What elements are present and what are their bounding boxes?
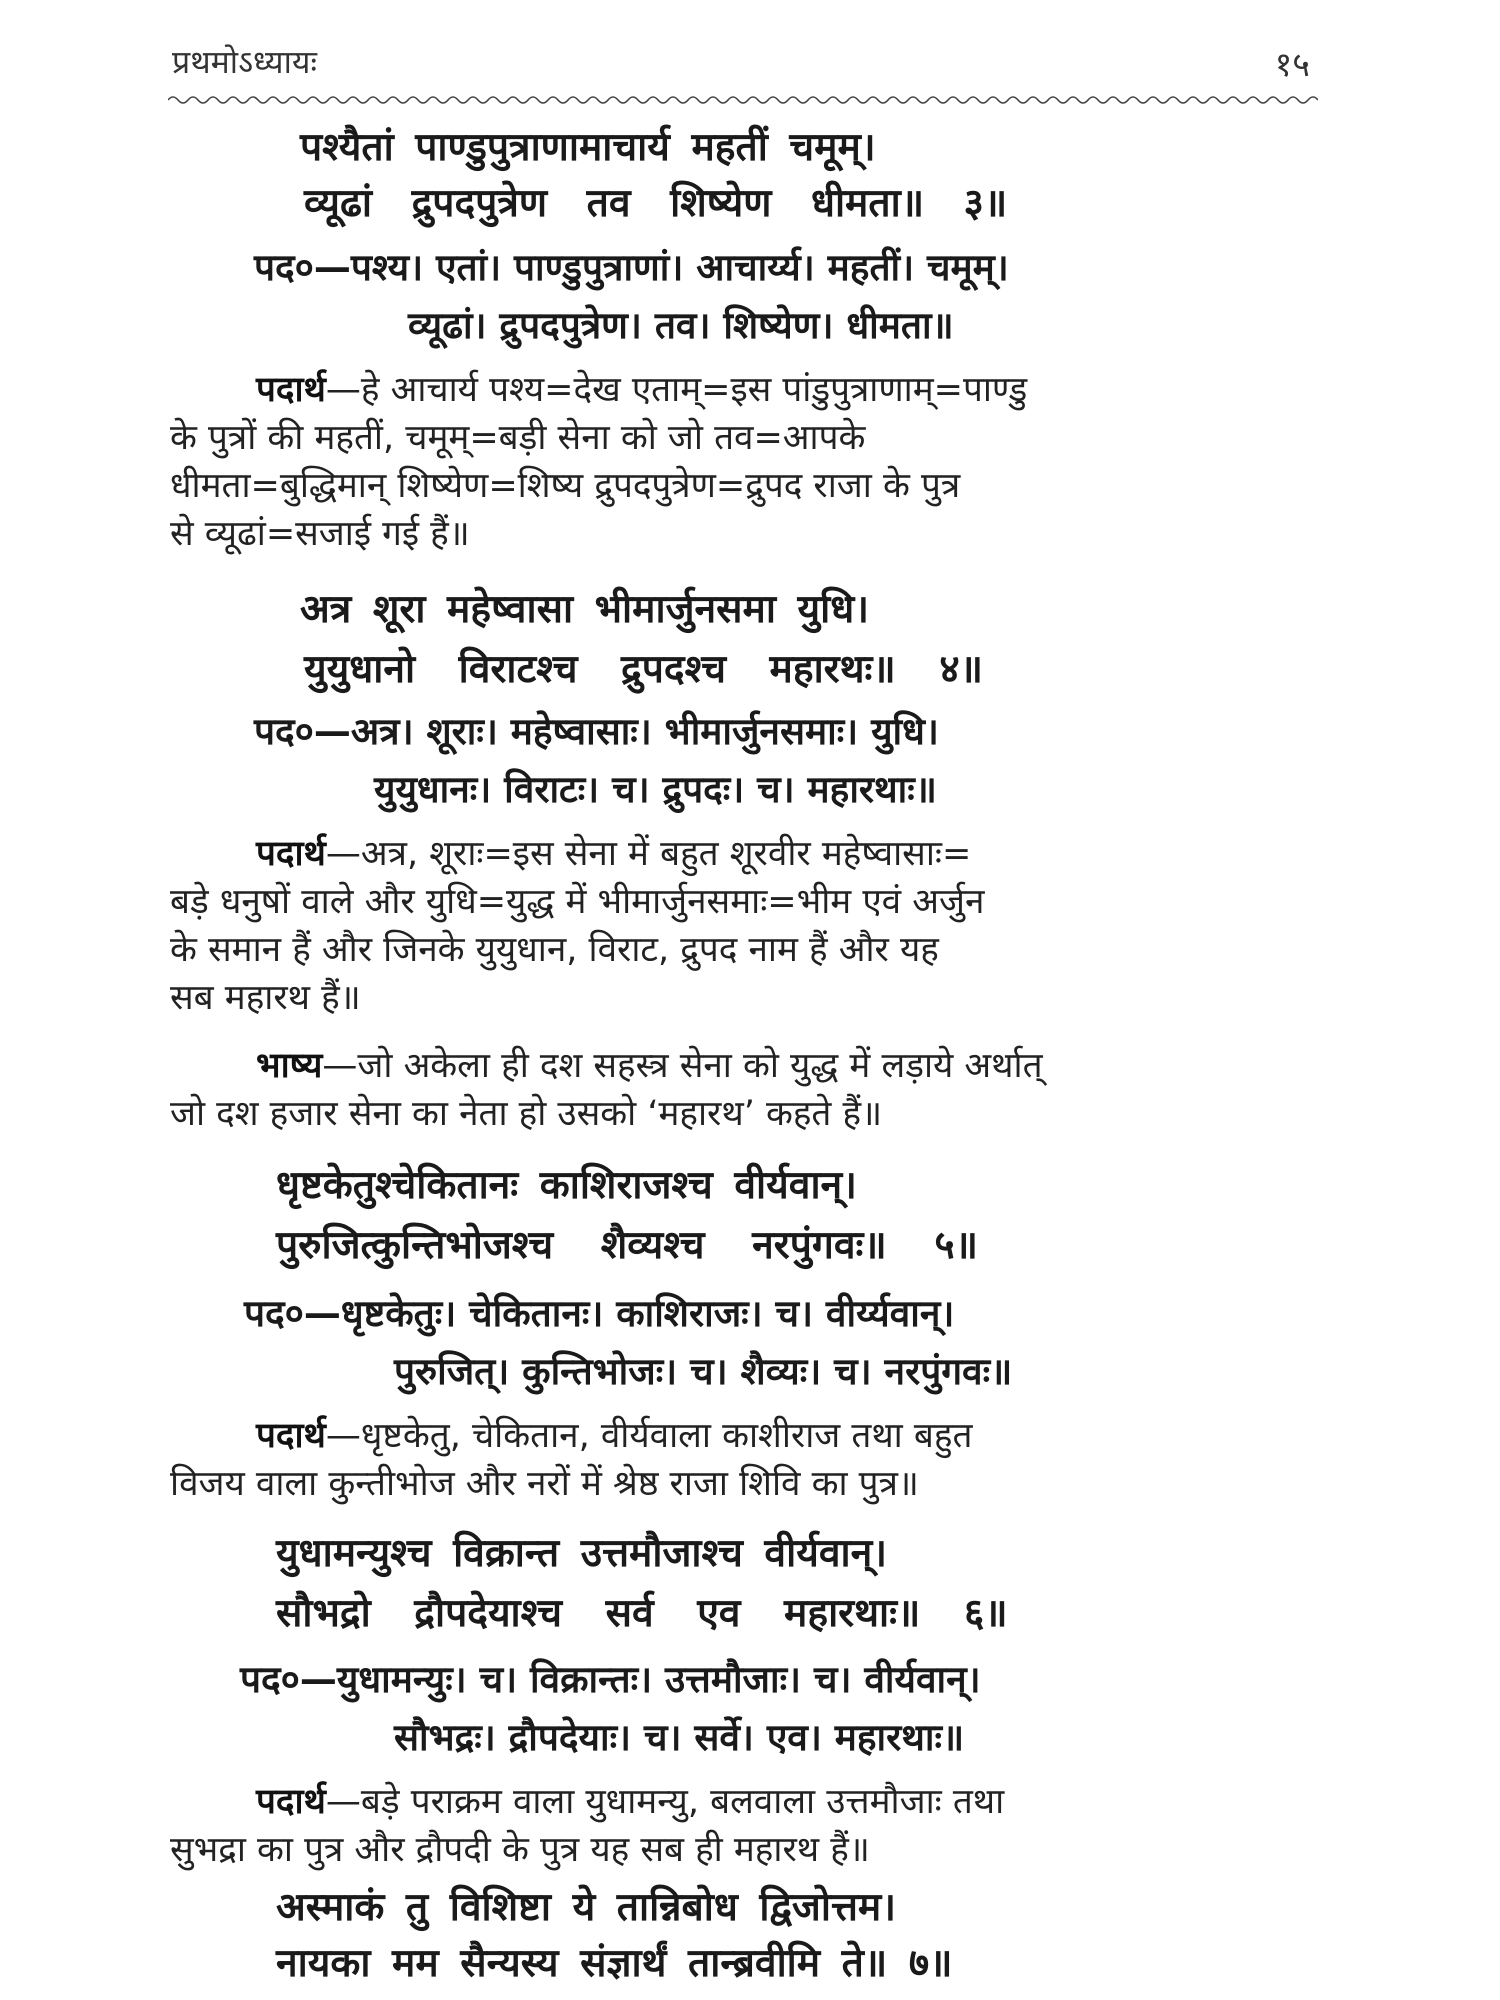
- verse-7-line-2: नायका मम सैन्यस्य संज्ञार्थं तान्ब्रवीमि ते॥ ७॥: [276, 1941, 953, 1986]
- verse-4-meaning-line-1: पदार्थ—अत्र, शूराः=इस सेना में बहुत शूरवीर महेष्वासाः=: [256, 834, 972, 874]
- verse-4-pada-line-1: पद०—अत्र। शूराः। महेष्वासाः। भीमार्जुनसमाः। युधि।: [254, 710, 939, 753]
- verse-3-pada-line-2: व्यूढां। द्रुपदपुत्रेण। तव। शिष्येण। धीमता॥: [408, 304, 954, 347]
- commentary-line-2: जो दश हजार सेना का नेता हो उसको ‘महारथ’ कहते हैं॥: [170, 1094, 883, 1134]
- verse-5-line-1: धृष्टकेतुश्चेकितानः काशिराजश्च वीर्यवान्।: [276, 1163, 857, 1208]
- verse-4-meaning-line-3: के समान हैं और जिनके युयुधान, विराट, द्रुपद नाम हैं और यह: [170, 930, 939, 970]
- verse-3-pada-line-1: पद०—पश्य। एतां। पाण्डुपुत्राणां। आचार्य्य। महतीं। चमूम्।: [254, 246, 1009, 289]
- verse-6-meaning-line-1: पदार्थ—बड़े पराक्रम वाला युधामन्यु, बलवाला उत्तमौजाः तथा: [256, 1782, 1005, 1822]
- verse-6-meaning-line-2: सुभद्रा का पुत्र और द्रौपदी के पुत्र यह सब ही महारथ हैं॥: [170, 1830, 870, 1870]
- commentary-line-1: भाष्य—जो अकेला ही दश सहस्त्र सेना को युद्ध में लड़ाये अर्थात्: [256, 1046, 1043, 1086]
- page-header: [172, 40, 1310, 90]
- verse-4-meaning-line-2: बड़े धनुषों वाले और युधि=युद्ध में भीमार्जुनसमाः=भीम एवं अर्जुन: [170, 882, 985, 922]
- verse-3-line-1: पश्यैतां पाण्डुपुत्राणामाचार्य महतीं चमूम्।: [300, 125, 876, 170]
- verse-3-meaning-line-2: के पुत्रों की महतीं, चमूम्=बड़ी सेना को जो तव=आपके: [170, 418, 866, 458]
- verse-4-line-2: युयुधानो विराटश्च द्रुपदश्च महारथः॥ ४॥: [304, 647, 984, 692]
- verse-5-pada-line-1: पद०—धृष्टकेतुः। चेकितानः। काशिराजः। च। वीर्य्यवान्।: [244, 1292, 955, 1335]
- verse-4-pada-line-2: युयुधानः। विराटः। च। द्रुपदः। च। महारथाः॥: [374, 768, 937, 811]
- page-number: १५: [1274, 45, 1310, 85]
- verse-3-line-2: व्यूढां द्रुपदपुत्रेण तव शिष्येण धीमता॥ ३॥: [304, 181, 1008, 226]
- verse-6-line-1: युधामन्युश्च विक्रान्त उत्तमौजाश्च वीर्यवान्।: [276, 1531, 888, 1576]
- verse-3-meaning-line-3: धीमता=बुद्धिमान् शिष्येण=शिष्य द्रुपदपुत्रेण=द्रुपद राजा के पुत्र: [170, 466, 961, 506]
- verse-6-line-2: सौभद्रो द्रौपदेयाश्च सर्व एव महारथाः॥ ६॥: [276, 1591, 1008, 1636]
- verse-5-meaning-line-2: विजय वाला कुन्तीभोज और नरों में श्रेष्ठ राजा शिवि का पुत्र॥: [170, 1464, 919, 1504]
- verse-5-pada-line-2: पुरुजित्। कुन्तिभोजः। च। शैव्यः। च। नरपुंगवः॥: [394, 1350, 1013, 1393]
- header-divider: [168, 94, 1318, 106]
- verse-4-line-1: अत्र शूरा महेष्वासा भीमार्जुनसमा युधि।: [300, 587, 870, 632]
- verse-6-pada-line-2: सौभद्रः। द्रौपदेयाः। च। सर्वे। एव। महारथाः॥: [394, 1716, 965, 1759]
- verse-5-meaning-line-1: पदार्थ—धृष्टकेतु, चेकितान, वीर्यवाला काशीराज तथा बहुत: [256, 1416, 973, 1456]
- chapter-title: प्रथमोऽध्यायः: [172, 43, 317, 81]
- verse-4-meaning-line-4: सब महारथ हैं॥: [170, 978, 361, 1018]
- verse-6-pada-line-1: पद०—युधामन्युः। च। विक्रान्तः। उत्तमौजाः। च। वीर्यवान्।: [240, 1658, 981, 1701]
- verse-3-meaning-line-4: से व्यूढां=सजाई गई हैं॥: [170, 514, 470, 554]
- verse-3-meaning-line-1: पदार्थ—हे आचार्य पश्य=देख एताम्=इस पांडुपुत्राणाम्=पाण्डु: [256, 370, 1028, 410]
- verse-7-line-1: अस्माकं तु विशिष्टा ये तान्निबोध द्विजोत्तम।: [276, 1885, 896, 1930]
- verse-5-line-2: पुरुजित्कुन्तिभोजश्च शैव्यश्च नरपुंगवः॥ ५॥: [276, 1223, 978, 1268]
